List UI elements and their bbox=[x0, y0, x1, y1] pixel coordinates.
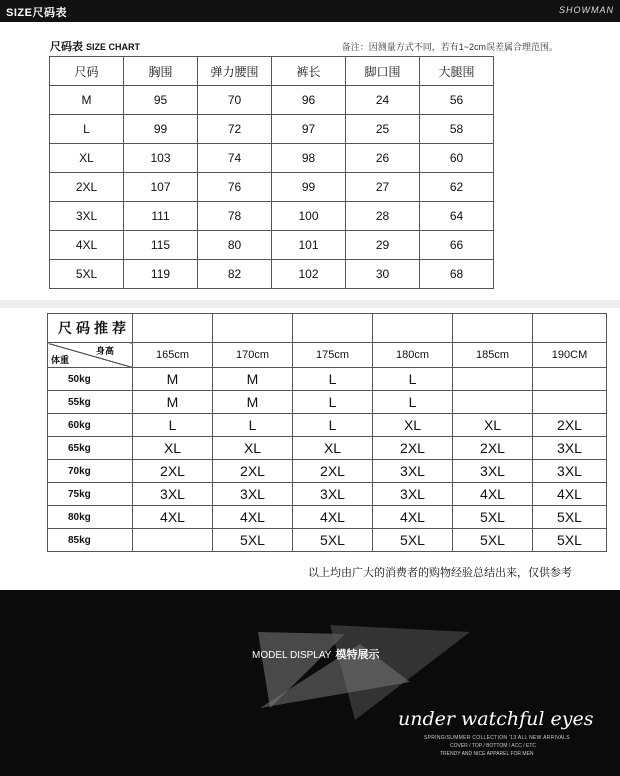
table-row bbox=[50, 173, 494, 202]
size-chart-cell: 28 bbox=[346, 202, 420, 231]
recommend-footnote: 以上均由广大的消费者的购物经验总结出来，仅供参考 bbox=[308, 567, 572, 579]
recommend-size-cell: XL bbox=[293, 437, 373, 460]
size-chart-cell: 99 bbox=[124, 115, 198, 144]
table-row bbox=[48, 529, 607, 552]
recommend-size-cell: XL bbox=[213, 437, 293, 460]
size-chart-cell: 68 bbox=[420, 260, 494, 289]
category-line: COVER / TOP / BOTTOM / ACC / ETC bbox=[450, 743, 537, 749]
apparel-line: TRENDY AND NICE APPAREL FOR MEN bbox=[440, 751, 534, 757]
recommend-size-cell bbox=[533, 368, 607, 391]
size-chart-cell: L bbox=[50, 115, 124, 144]
size-chart-cell: M bbox=[50, 86, 124, 115]
recommend-size-cell: L bbox=[133, 414, 213, 437]
size-chart-cell: 74 bbox=[198, 144, 272, 173]
size-chart-cell: 62 bbox=[420, 173, 494, 202]
recommend-title: 尺码推荐 bbox=[48, 314, 133, 343]
size-chart-title-cn: 尺码表 bbox=[50, 41, 83, 53]
empty-cell bbox=[213, 314, 293, 343]
size-chart-cell: 119 bbox=[124, 260, 198, 289]
recommend-size-cell: 2XL bbox=[293, 460, 373, 483]
recommend-size-cell bbox=[453, 368, 533, 391]
size-chart-cell: 115 bbox=[124, 231, 198, 260]
table-row bbox=[50, 86, 494, 115]
recommend-size-cell bbox=[533, 391, 607, 414]
table-row bbox=[50, 115, 494, 144]
size-chart-cell: 26 bbox=[346, 144, 420, 173]
model-display-banner bbox=[0, 590, 620, 776]
recommend-size-cell: L bbox=[293, 414, 373, 437]
recommend-size-cell: M bbox=[133, 368, 213, 391]
size-chart-cell: 60 bbox=[420, 144, 494, 173]
height-cell: 165cm bbox=[133, 343, 213, 368]
empty-cell bbox=[373, 314, 453, 343]
height-header-row bbox=[48, 343, 607, 368]
size-chart-header-cell: 胸围 bbox=[124, 57, 198, 86]
recommend-size-cell: 5XL bbox=[453, 506, 533, 529]
recommend-size-cell: 3XL bbox=[213, 483, 293, 506]
size-chart-cell: 107 bbox=[124, 173, 198, 202]
size-chart-cell: 96 bbox=[272, 86, 346, 115]
height-cell: 185cm bbox=[453, 343, 533, 368]
weight-cell: 55kg bbox=[48, 391, 133, 414]
table-row bbox=[50, 144, 494, 173]
table-row bbox=[50, 231, 494, 260]
table-row bbox=[48, 391, 607, 414]
recommend-size-cell: 5XL bbox=[373, 529, 453, 552]
size-chart-cell: 102 bbox=[272, 260, 346, 289]
table-row bbox=[50, 202, 494, 231]
recommend-size-cell: 5XL bbox=[533, 529, 607, 552]
recommend-size-cell: XL bbox=[373, 414, 453, 437]
weight-cell: 60kg bbox=[48, 414, 133, 437]
model-display-en: MODEL DISPLAY bbox=[252, 650, 332, 661]
recommend-size-cell: M bbox=[133, 391, 213, 414]
recommend-size-cell: 5XL bbox=[293, 529, 373, 552]
size-chart-cell: 29 bbox=[346, 231, 420, 260]
recommend-size-cell: L bbox=[213, 414, 293, 437]
recommend-size-cell: 3XL bbox=[373, 483, 453, 506]
size-chart-cell: 3XL bbox=[50, 202, 124, 231]
size-chart-cell: 98 bbox=[272, 144, 346, 173]
empty-cell bbox=[533, 314, 607, 343]
size-recommend-table bbox=[47, 313, 607, 552]
weight-cell: 50kg bbox=[48, 368, 133, 391]
recommend-size-cell: 4XL bbox=[373, 506, 453, 529]
recommend-size-cell: 4XL bbox=[213, 506, 293, 529]
size-chart-cell: XL bbox=[50, 144, 124, 173]
size-chart-title-en: SIZE CHART bbox=[86, 42, 140, 52]
weight-label: 体重 bbox=[51, 355, 70, 365]
size-chart-header-cell: 尺码 bbox=[50, 57, 124, 86]
recommend-size-cell: 2XL bbox=[213, 460, 293, 483]
recommend-title-row bbox=[48, 314, 607, 343]
table-row bbox=[48, 437, 607, 460]
size-chart-cell: 99 bbox=[272, 173, 346, 202]
recommend-size-cell: 3XL bbox=[293, 483, 373, 506]
diagonal-header-cell bbox=[48, 343, 133, 368]
height-cell: 175cm bbox=[293, 343, 373, 368]
recommend-size-cell: 4XL bbox=[293, 506, 373, 529]
model-display-cn: 模特展示 bbox=[335, 649, 380, 661]
recommend-size-cell: XL bbox=[453, 414, 533, 437]
table-row bbox=[48, 460, 607, 483]
size-chart-cell: 76 bbox=[198, 173, 272, 202]
size-chart-cell: 25 bbox=[346, 115, 420, 144]
recommend-size-cell: 4XL bbox=[533, 483, 607, 506]
recommend-size-cell: 4XL bbox=[133, 506, 213, 529]
height-cell: 190CM bbox=[533, 343, 607, 368]
model-display-title bbox=[252, 646, 379, 662]
recommend-size-cell: 2XL bbox=[453, 437, 533, 460]
size-chart-cell: 78 bbox=[198, 202, 272, 231]
section-label: SIZE尺码表 bbox=[6, 7, 67, 19]
size-chart-cell: 66 bbox=[420, 231, 494, 260]
recommend-size-cell: 3XL bbox=[373, 460, 453, 483]
weight-cell: 65kg bbox=[48, 437, 133, 460]
recommend-size-cell: 5XL bbox=[453, 529, 533, 552]
recommend-size-cell: 3XL bbox=[133, 483, 213, 506]
size-chart-cell: 5XL bbox=[50, 260, 124, 289]
recommend-size-cell: L bbox=[293, 368, 373, 391]
recommend-size-cell bbox=[453, 391, 533, 414]
recommend-size-cell: L bbox=[373, 391, 453, 414]
size-recommend-section bbox=[0, 308, 620, 590]
size-chart-section bbox=[0, 22, 620, 300]
brand-mark: SHOWMAN bbox=[559, 5, 614, 15]
size-chart-cell: 70 bbox=[198, 86, 272, 115]
empty-cell bbox=[453, 314, 533, 343]
top-bar bbox=[0, 0, 620, 22]
size-chart-cell: 82 bbox=[198, 260, 272, 289]
table-row bbox=[50, 260, 494, 289]
size-chart-title bbox=[50, 38, 140, 54]
size-chart-cell: 56 bbox=[420, 86, 494, 115]
size-chart-cell: 95 bbox=[124, 86, 198, 115]
height-cell: 170cm bbox=[213, 343, 293, 368]
recommend-size-cell: 3XL bbox=[453, 460, 533, 483]
script-tagline: under watchful eyes bbox=[398, 708, 594, 730]
size-chart-cell: 64 bbox=[420, 202, 494, 231]
size-chart-cell: 72 bbox=[198, 115, 272, 144]
table-row bbox=[48, 483, 607, 506]
size-chart-cell: 97 bbox=[272, 115, 346, 144]
recommend-size-cell: 2XL bbox=[533, 414, 607, 437]
size-chart-cell: 103 bbox=[124, 144, 198, 173]
recommend-size-cell: L bbox=[373, 368, 453, 391]
size-chart-cell: 100 bbox=[272, 202, 346, 231]
recommend-size-cell: 2XL bbox=[133, 460, 213, 483]
recommend-size-cell: M bbox=[213, 368, 293, 391]
recommend-size-cell bbox=[133, 529, 213, 552]
table-row bbox=[48, 368, 607, 391]
size-chart-cell: 4XL bbox=[50, 231, 124, 260]
recommend-size-cell: 5XL bbox=[533, 506, 607, 529]
size-chart-header-row bbox=[50, 57, 494, 86]
size-chart-header-cell: 脚口围 bbox=[346, 57, 420, 86]
empty-cell bbox=[293, 314, 373, 343]
table-row bbox=[48, 506, 607, 529]
height-cell: 180cm bbox=[373, 343, 453, 368]
size-chart-header-cell: 弹力腰围 bbox=[198, 57, 272, 86]
size-chart-cell: 58 bbox=[420, 115, 494, 144]
recommend-size-cell: M bbox=[213, 391, 293, 414]
divider bbox=[0, 300, 620, 308]
size-chart-header-cell: 裤长 bbox=[272, 57, 346, 86]
size-chart-cell: 111 bbox=[124, 202, 198, 231]
recommend-size-cell: 4XL bbox=[453, 483, 533, 506]
recommend-size-cell: 3XL bbox=[533, 460, 607, 483]
collection-line: SPRING/SUMMER COLLECTION '13 ALL NEW ARRIVALS bbox=[424, 735, 570, 741]
weight-cell: 75kg bbox=[48, 483, 133, 506]
weight-cell: 80kg bbox=[48, 506, 133, 529]
recommend-size-cell: XL bbox=[133, 437, 213, 460]
recommend-size-cell: L bbox=[293, 391, 373, 414]
recommend-size-cell: 3XL bbox=[533, 437, 607, 460]
recommend-size-cell: 5XL bbox=[213, 529, 293, 552]
size-chart-cell: 27 bbox=[346, 173, 420, 202]
size-chart-table bbox=[49, 56, 494, 289]
size-chart-cell: 2XL bbox=[50, 173, 124, 202]
size-chart-header-cell: 大腿围 bbox=[420, 57, 494, 86]
height-label: 身高 bbox=[95, 346, 114, 356]
size-chart-cell: 101 bbox=[272, 231, 346, 260]
recommend-size-cell: 2XL bbox=[373, 437, 453, 460]
measurement-note: 备注：因测量方式不同，若有1~2cm误差属合理范围。 bbox=[341, 42, 558, 52]
weight-cell: 70kg bbox=[48, 460, 133, 483]
size-chart-cell: 80 bbox=[198, 231, 272, 260]
empty-cell bbox=[133, 314, 213, 343]
size-chart-cell: 30 bbox=[346, 260, 420, 289]
weight-cell: 85kg bbox=[48, 529, 133, 552]
table-row bbox=[48, 414, 607, 437]
size-chart-cell: 24 bbox=[346, 86, 420, 115]
